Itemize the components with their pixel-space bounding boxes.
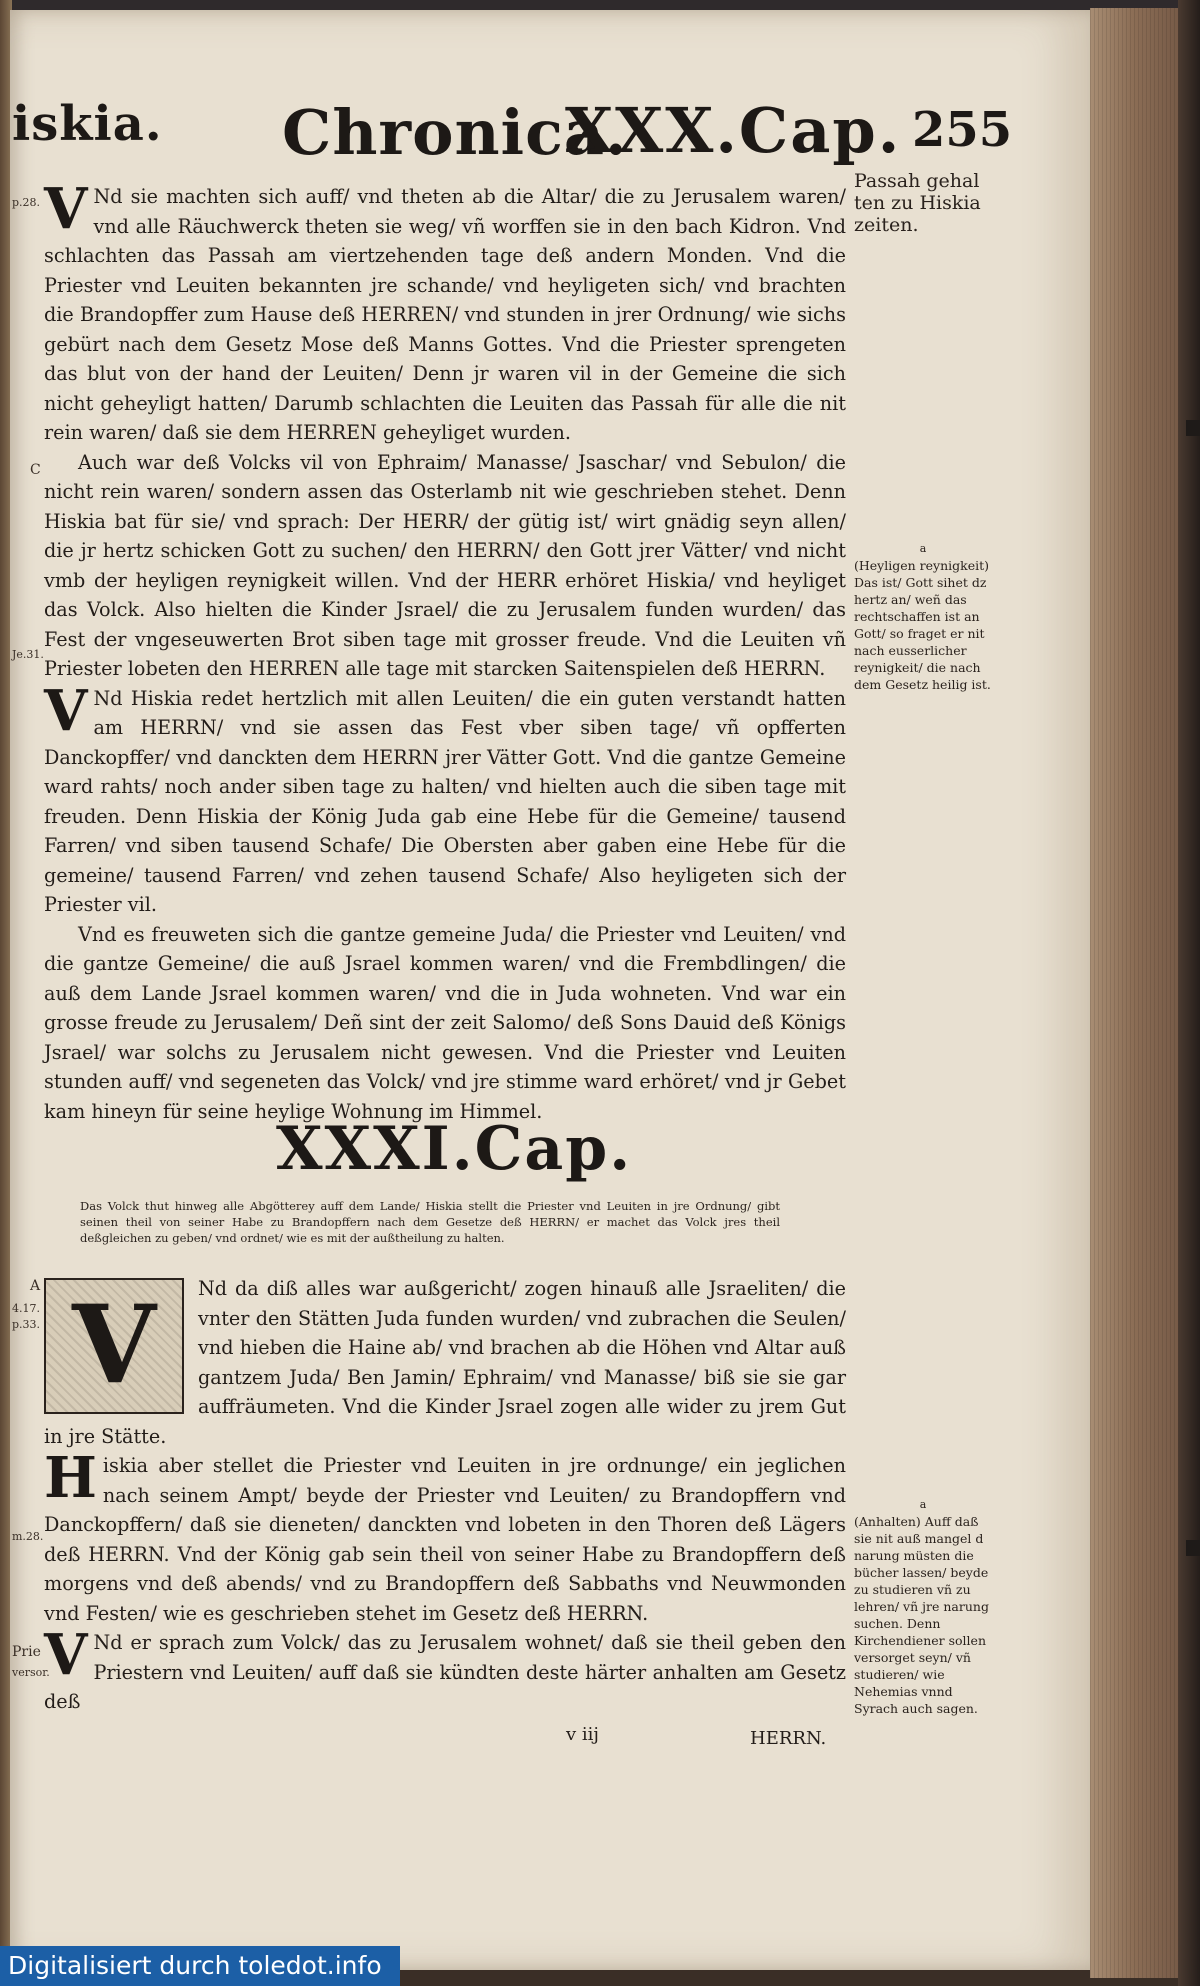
digitization-banner: Digitalisiert durch toledot.info	[0, 1946, 400, 1986]
left-margin-ref: p.28.	[12, 196, 41, 209]
running-head-fragment: iskia.	[12, 96, 163, 152]
paragraph: V Nd er sprach zum Volck/ das zu Jerusalem wohnet/ daß sie theil geben den Priestern vnd Leuiten/ auff daß sie kündten deste härter anhalten am Gesetz deß	[44, 1622, 846, 1713]
left-margin-ref: Prie	[12, 1644, 41, 1660]
book-cover-edge	[1178, 0, 1200, 1986]
margin-note-passah: Passah gehal ten zu Hiskia zeiten.	[854, 170, 981, 236]
chapter-31-heading: XXXI.Cap.	[276, 1114, 633, 1184]
margin-note-a2: a (Anhalten) Auff daß sie nit auß mangel d narung müsten die bücher lassen/ beyde zu studieren vñ zu lehren/ vñ jre narung suchen. Denn Kirchendiener sollen versorget seyn/ vñ studieren/ wie Nehemias vnnd Syrach auch sagen.	[854, 1496, 992, 1717]
left-margin-ref: Je.31.	[12, 648, 44, 661]
left-margin-ref: 4.17.	[12, 1302, 40, 1315]
paragraph: V Nd Hiskia redet hertzlich mit allen Leuiten/ die ein guten verstandt hatten am HERRN/ vnd sie assen das Fest vber siben tage/ vñ opfferten Danckopffer/ vnd danckten dem HERRN jrer Vätter Gott. Vnd die gantze Gemeine ward rahts/ noch ander siben tage zu halten/ vnd hielten auch die siben tage mit freuden. Denn Hiskia der König Juda gab eine Hebe für die Gemeine/ tausend Farren/ vnd siben tausend Schafe/ Die Obersten aber gaben eine Hebe für die gemeine/ tausend Farren/ vnd zehen tausend Schafe/ Also heyligeten sich der Priester vil.	[44, 677, 846, 916]
note-marker: a	[919, 542, 927, 555]
chapter-30-text	[44, 176, 846, 1126]
binding-clip	[1186, 420, 1200, 436]
signature-mark: v iij	[566, 1724, 599, 1745]
margin-note-a1: a (Heyligen reynigkeit) Das ist/ Gott sihet dz hertz an/ weñ das rechtschaffen ist an Gott/ so fraget er nit nach eusserlicher reynigkeit/ die nach dem Gesetz heilig ist.	[854, 542, 991, 692]
ornamental-initial: V	[44, 1278, 184, 1414]
paragraph: V Nd da diß alles war außgericht/ zogen hinauß alle Jsraeliten/ die vnter den Stätten Juda funden wurden/ vnd zubrachen die Seulen/ vnd hieben die Haine ab/ vnd brachen ab die Höhen vnd Altar auß gantzem Juda/ Ben Jamin/ Ephraim/ vnd Manasse/ biß sie sie gar auffräumeten. Vnd die Kinder Jsrael zogen alle wider zu jrem Gut in jre Stätte.	[44, 1277, 846, 1448]
paragraph: Auch war deß Volcks vil von Ephraim/ Manasse/ Jsaschar/ vnd Sebulon/ die nicht rein waren/ sondern assen das Osterlamb nit wie geschrieben stehet. Denn Hiskia bat für sie/ vnd sprach: Der HERR/ der gütig ist/ wirt gnädig seyn allen/ die jr hertz schicken Gott zu suchen/ den HERRN/ den Gott jrer Vätter/ vnd nicht vmb der heyligen reynigkeit willen. Vnd der HERR erhöret Hiskia/ vnd heyliget das Volck. Also hielten die Kinder Jsrael/ die zu Jerusalem funden wurden/ das Fest der vngeseuwerten Brot siben tage mit grosser freude. Vnd die Leuiten vñ Priester lobeten den HERREN alle tage mit starcken Saitenspielen deß HERRN.	[44, 450, 846, 680]
binding-clip	[1186, 1540, 1200, 1556]
left-margin-ref: A	[30, 1278, 41, 1294]
left-margin-ref: p.33.	[12, 1318, 41, 1331]
paragraph: V Nd sie machten sich auff/ vnd theten ab die Altar/ die zu Jerusalem waren/ vnd alle Räuchwerck theten sie weg/ vñ worffen sie in den bach Kidron. Vnd schlachten das Passah am viertzehenden tage deß andern Monden. Vnd die Priester vnd Leuiten bekannten jre schande/ vnd heyligeten sich/ vnd brachten die Brandopffer zum Hause deß HERREN/ vnd stunden in jrer Ordnung/ wie sichs gebürt nach dem Gesetz Mose deß Manns Gottes. Vnd die Priester sprengeten das blut von der hand der Leuiten/ Denn jr waren vil in der Gemeine die sich nicht geheyligt hatten/ Darumb schlachten die Leuiten das Passah für alle die nit rein waren/ daß sie dem HERREN geheyliget wurden.	[44, 176, 846, 444]
paragraph: Vnd es freuweten sich die gantze gemeine Juda/ die Priester vnd Leuiten/ vnd die gantze Gemeine/ die auß Jsrael kommen waren/ vnd die Frembdlingen/ die auß dem Lande Jsrael kommen waren/ vnd die in Juda wohneten. Vnd war ein grosse freude zu Jerusalem/ Deñ sint der zeit Salomo/ deß Sons Dauid deß Königs Jsrael/ war solchs zu Jerusalem nicht gewesen. Vnd die Priester vnd Leuiten stunden auff/ vnd segeneten das Volck/ vnd jre stimme ward erhöret/ vnd jr Gebet kam hineyn für seine heylige Wohnung im Himmel.	[44, 922, 846, 1123]
left-margin-ref: m.28.	[12, 1530, 44, 1543]
drop-initial: V	[44, 677, 88, 744]
running-head-title: Chronica.	[282, 96, 628, 169]
left-margin-ref: versor.	[12, 1666, 50, 1679]
drop-initial: H	[44, 1445, 97, 1511]
note-marker: a	[919, 1498, 927, 1511]
catchword: HERRN.	[750, 1728, 827, 1749]
paragraph: Hiskia aber stellet die Priester vnd Leuiten in jre ordnunge/ ein jeglichen nach seinem Ampt/ beyde der Priester vnd Leuiten/ zu Brandopffern vnd Danckopffern/ daß sie dieneten/ danckten vnd lobeten in den Thoren deß Lägers deß HERRN. Vnd der König gab sein theil von seiner Habe zu Brandopffern deß morgens vnd deß abends/ vnd zu Brandopffern deß Sabbaths vnd Neuwmonden vnd Festen/ wie es geschrieben stehet im Gesetz deß HERRN.	[44, 1445, 846, 1625]
page-number: 255	[912, 102, 1013, 158]
drop-initial: V	[44, 1622, 88, 1688]
chapter-summary: Das Volck thut hinweg alle Abgötterey auff dem Lande/ Hiskia stellt die Priester vnd Leuiten in jre Ordnung/ gibt seinen theil von seiner Habe zu Brandopffern nach dem Gesetze deß HERRN/ er machet das Volck jres theil deßgleichen zu geben/ vnd ordnet/ wie es mit der außtheilung zu halten.	[80, 1199, 780, 1245]
left-margin-ref: C	[30, 462, 41, 478]
chapter-31-text	[44, 1274, 846, 1717]
drop-initial: V	[44, 176, 88, 242]
chapter-heading: XXX.Cap.	[565, 94, 902, 167]
